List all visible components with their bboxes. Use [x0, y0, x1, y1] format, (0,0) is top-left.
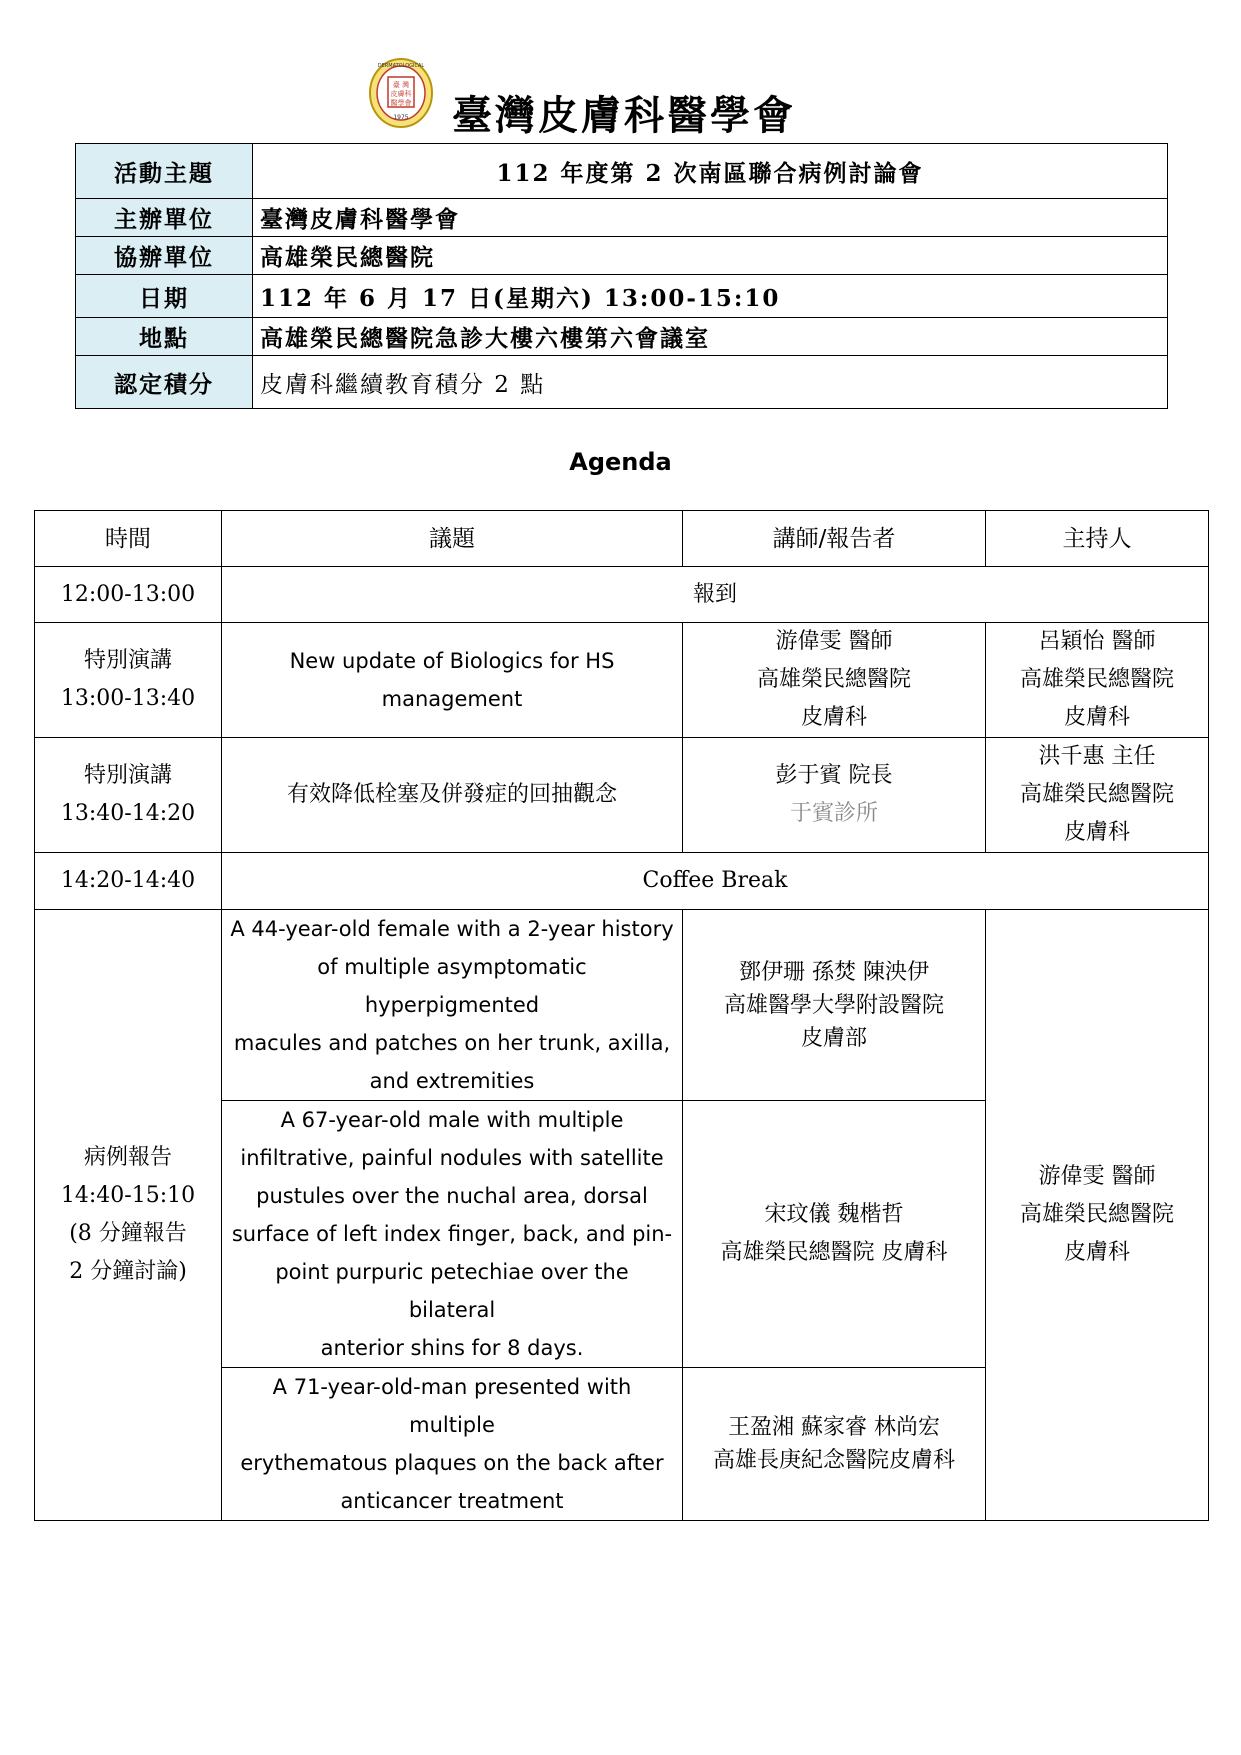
svg-text:醫學會: 醫學會 [390, 99, 412, 107]
cases-moderator-hospital: 高雄榮民總醫院 [1019, 1202, 1174, 1227]
cases-time-note: (8 分鐘報告 [69, 1221, 187, 1246]
topic-value: 112 年度第 2 次南區聯合病例討論會 [253, 144, 1168, 199]
talk1-topic [222, 623, 683, 738]
checkin-label: 報到 [222, 567, 1209, 623]
case3-speaker-names: 王盈湘 蘇家睿 林尚宏 [728, 1415, 940, 1440]
agenda-row-case1 [35, 910, 1209, 1101]
header-time: 時間 [35, 511, 222, 567]
info-row-host [76, 199, 1168, 237]
svg-text:DERMATOLOGICAL: DERMATOLOGICAL [377, 63, 425, 69]
header-speaker: 講師/報告者 [683, 511, 986, 567]
cases-moderator [986, 910, 1209, 1521]
talk2-moderator-hospital: 高雄榮民總醫院 [1019, 782, 1174, 807]
case3-speaker [683, 1368, 986, 1521]
talk1-moderator-dept: 皮膚科 [1063, 705, 1130, 730]
case2-speaker-hospital: 高雄榮民總醫院 皮膚科 [720, 1240, 948, 1265]
cases-time [35, 910, 222, 1521]
agenda-table [34, 510, 1209, 1521]
info-row-credit [76, 356, 1168, 409]
talk1-time [35, 623, 222, 738]
case3-topic-line: erythematous plaques on the back after [240, 1451, 664, 1475]
case1-topic-line: A 44-year-old female with a 2-year history [230, 917, 674, 941]
talk1-topic-line: New update of Biologics for HS [289, 649, 615, 673]
break-label: Coffee Break [222, 853, 1209, 910]
checkin-time: 12:00-13:00 [35, 567, 222, 623]
case2-speaker [683, 1101, 986, 1368]
host-label: 主辦單位 [76, 199, 253, 237]
talk1-speaker-dept: 皮膚科 [800, 705, 867, 730]
svg-text:臺 灣: 臺 灣 [392, 81, 410, 89]
case1-topic-line: macules and patches on her trunk, axilla, [233, 1031, 671, 1055]
talk1-topic-line: management [381, 687, 523, 711]
case2-topic-line: surface of left index finger, back, and pin- [231, 1222, 673, 1246]
info-row-date [76, 275, 1168, 318]
case2-topic-line: infiltrative, painful nodules with satellite [240, 1146, 664, 1170]
agenda-row-checkin [35, 567, 1209, 623]
info-row-topic [76, 144, 1168, 199]
talk2-moderator-name: 洪千惠 主任 [1038, 744, 1156, 769]
case2-topic [222, 1101, 683, 1368]
talk1-speaker-hospital: 高雄榮民總醫院 [756, 667, 911, 692]
svg-text:1975: 1975 [393, 114, 409, 121]
agenda-title: Agenda [569, 448, 672, 476]
svg-text:皮膚科: 皮膚科 [390, 90, 412, 98]
talk1-speaker [683, 623, 986, 738]
info-row-place [76, 318, 1168, 356]
place-value: 高雄榮民總醫院急診大樓六樓第六會議室 [253, 318, 1168, 356]
break-time: 14:20-14:40 [35, 853, 222, 910]
talk2-speaker-name: 彭于賓 院長 [775, 763, 893, 788]
cases-time-note: 2 分鐘討論) [69, 1259, 187, 1284]
talk1-speaker-name: 游偉雯 醫師 [775, 629, 893, 654]
date-label: 日期 [76, 275, 253, 318]
cases-moderator-dept: 皮膚科 [1063, 1240, 1130, 1265]
host-value: 臺灣皮膚科醫學會 [253, 199, 1168, 237]
agenda-row-break [35, 853, 1209, 910]
talk2-topic: 有效降低栓塞及併發症的回抽觀念 [222, 738, 683, 853]
case1-speaker-hospital: 高雄醫學大學附設醫院 [723, 992, 944, 1018]
agenda-header-row [35, 511, 1209, 567]
cohost-value: 高雄榮民總醫院 [253, 237, 1168, 275]
case2-topic-line: pustules over the nuchal area, dorsal [256, 1184, 648, 1208]
talk1-moderator-hospital: 高雄榮民總醫院 [1019, 667, 1174, 692]
cases-moderator-name: 游偉雯 醫師 [1038, 1164, 1156, 1189]
talk2-type: 特別演講 [83, 763, 172, 788]
event-info-table [75, 143, 1168, 409]
credit-value: 皮膚科繼續教育積分 2 點 [253, 356, 1168, 409]
cohost-label: 協辦單位 [76, 237, 253, 275]
case1-topic-line: and extremities [369, 1069, 535, 1093]
case3-topic-line: A 71-year-old-man presented with multiple [272, 1375, 632, 1437]
agenda-row-talk2 [35, 738, 1209, 853]
credit-label: 認定積分 [76, 356, 253, 409]
talk2-moderator-dept: 皮膚科 [1063, 820, 1130, 845]
header-moderator: 主持人 [986, 511, 1209, 567]
talk1-moderator-name: 呂穎怡 醫師 [1038, 629, 1156, 654]
talk2-speaker-clinic: 于賓診所 [789, 801, 878, 826]
case3-topic [222, 1368, 683, 1521]
info-row-cohost [76, 237, 1168, 275]
topic-label: 活動主題 [76, 144, 253, 199]
case2-topic-line: anterior shins for 8 days. [320, 1336, 584, 1360]
case3-topic-line: anticancer treatment [340, 1489, 564, 1513]
talk2-time [35, 738, 222, 853]
talk2-moderator [986, 738, 1209, 853]
case2-speaker-names: 宋玟儀 魏楷哲 [764, 1202, 904, 1227]
talk1-time-range: 13:00-13:40 [60, 686, 196, 711]
talk2-time-range: 13:40-14:20 [60, 801, 196, 826]
agenda-row-talk1 [35, 623, 1209, 738]
case1-topic [222, 910, 683, 1101]
case1-speaker-names: 鄧伊珊 孫焚 陳泱伊 [739, 959, 929, 985]
cases-type: 病例報告 [83, 1145, 172, 1170]
association-logo [368, 57, 434, 129]
date-value: 112 年 6 月 17 日(星期六) 13:00-15:10 [253, 275, 1168, 318]
talk2-speaker [683, 738, 986, 853]
case2-topic-line: A 67-year-old male with multiple [280, 1108, 624, 1132]
place-label: 地點 [76, 318, 253, 356]
cases-time-range: 14:40-15:10 [60, 1183, 196, 1208]
talk1-moderator [986, 623, 1209, 738]
org-title: 臺灣皮膚科醫學會 [452, 92, 796, 139]
talk1-type: 特別演講 [83, 648, 172, 673]
case3-speaker-hospital: 高雄長庚紀念醫院皮膚科 [712, 1448, 955, 1473]
case1-speaker [683, 910, 986, 1101]
case1-topic-line: of multiple asymptomatic hyperpigmented [317, 955, 587, 1017]
case2-topic-line: point purpuric petechiae over the bilateral [275, 1260, 629, 1322]
header-topic: 議題 [222, 511, 683, 567]
case1-speaker-dept: 皮膚部 [800, 1025, 867, 1051]
